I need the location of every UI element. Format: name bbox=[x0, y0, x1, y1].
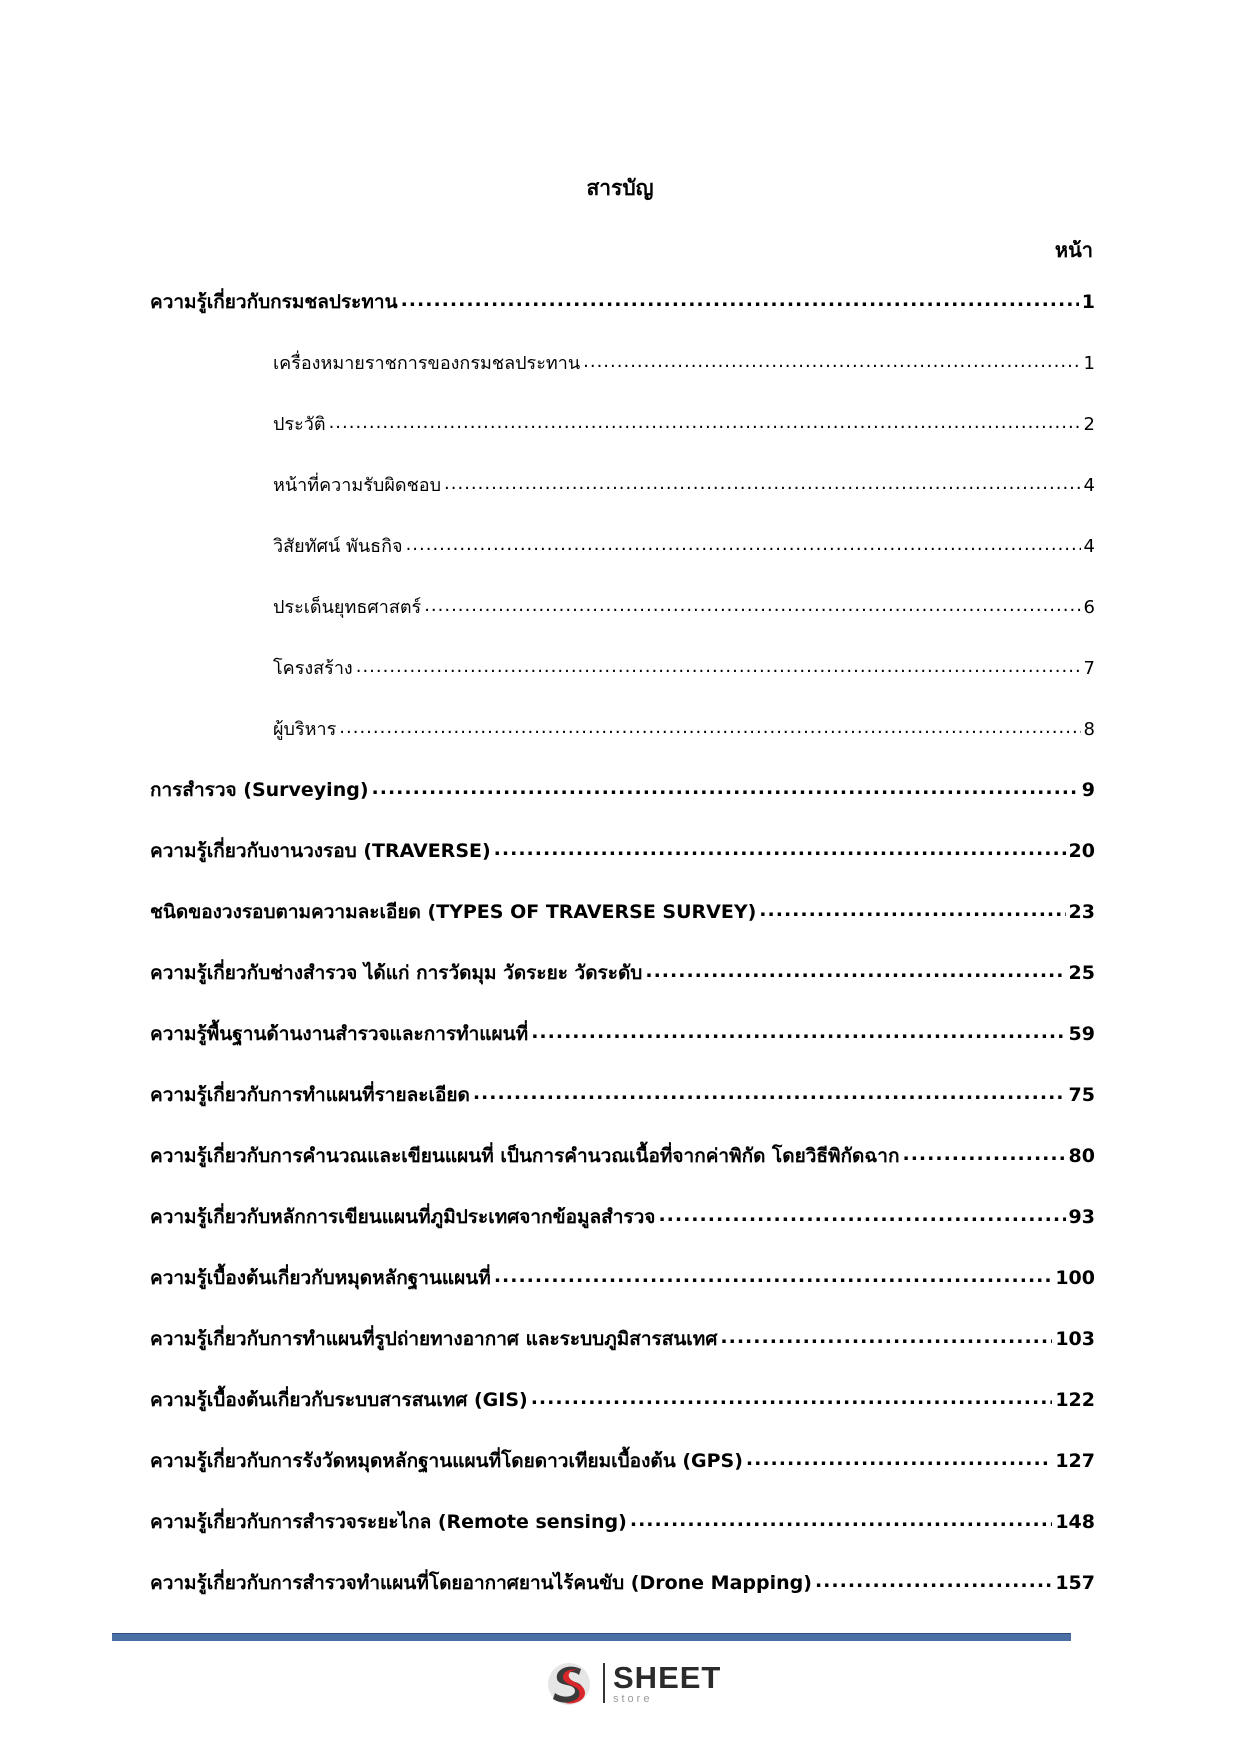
toc-entry-page: 122 bbox=[1055, 1389, 1095, 1411]
toc-entry[interactable] bbox=[150, 1080, 1095, 1141]
toc-entry-label: ความรู้เกี่ยวกับการทำแผนที่รายละเอียด bbox=[150, 1084, 470, 1106]
toc-entry-label: ความรู้เกี่ยวกับการทำแผนที่รูปถ่ายทางอากาศ และระบบภูมิสารสนเทศ bbox=[150, 1328, 718, 1350]
toc-entry-label: ผู้บริหาร bbox=[273, 719, 337, 740]
dot-leader bbox=[720, 1326, 1052, 1345]
toc-entry-page: 59 bbox=[1068, 1023, 1095, 1045]
toc-entry[interactable] bbox=[150, 1568, 1095, 1629]
dot-leader bbox=[372, 777, 1079, 796]
toc-entry-page: 8 bbox=[1083, 719, 1095, 740]
toc-entry-label: ประวัติ bbox=[273, 414, 326, 435]
toc-entry-page: 7 bbox=[1083, 658, 1095, 679]
toc-entry-label: ความรู้เกี่ยวกับงานวงรอบ (TRAVERSE) bbox=[150, 840, 491, 862]
dot-leader bbox=[645, 960, 1065, 979]
toc-entry-page: 9 bbox=[1081, 779, 1095, 801]
toc-entry-label: ประเด็นยุทธศาสตร์ bbox=[273, 597, 422, 618]
toc-subentry[interactable] bbox=[150, 653, 1095, 714]
dot-leader bbox=[746, 1448, 1052, 1467]
toc-subentry[interactable] bbox=[150, 409, 1095, 470]
dot-leader bbox=[630, 1509, 1052, 1528]
toc-entry[interactable] bbox=[150, 1507, 1095, 1568]
sheet-logo-icon bbox=[545, 1657, 597, 1709]
toc-entry-label: ความรู้เกี่ยวกับช่างสำรวจ ได้แก่ การวัดมุม วัดระยะ วัดระดับ bbox=[150, 962, 643, 984]
toc-entry-label: ความรู้เกี่ยวกับการสำรวจระยะไกล (Remote sensing) bbox=[150, 1511, 627, 1533]
toc-subentry[interactable] bbox=[150, 714, 1095, 775]
logo-separator bbox=[603, 1663, 605, 1703]
toc-entry-page: 93 bbox=[1068, 1206, 1095, 1228]
toc-entry-page: 4 bbox=[1083, 536, 1095, 557]
toc-entry[interactable] bbox=[150, 897, 1095, 958]
dot-leader bbox=[329, 412, 1081, 430]
toc-entry-label: โครงสร้าง bbox=[273, 658, 353, 679]
toc-entry-label: ความรู้เกี่ยวกับการสำรวจทำแผนที่โดยอากาศยานไร้คนขับ (Drone Mapping) bbox=[150, 1572, 812, 1594]
toc-entry-label: ความรู้เกี่ยวกับกรมชลประทาน bbox=[150, 291, 398, 313]
toc-entry-page: 148 bbox=[1055, 1511, 1095, 1533]
toc-entry[interactable] bbox=[150, 1141, 1095, 1202]
toc-subentry[interactable] bbox=[150, 531, 1095, 592]
toc-entry-label: ความรู้เบื้องต้นเกี่ยวกับระบบสารสนเทศ (GIS) bbox=[150, 1389, 528, 1411]
toc-entry[interactable] bbox=[150, 287, 1095, 348]
dot-leader bbox=[473, 1082, 1066, 1101]
toc-entry-page: 75 bbox=[1068, 1084, 1095, 1106]
toc-entry[interactable] bbox=[150, 836, 1095, 897]
sheet-store-logo bbox=[545, 1656, 721, 1710]
logo-word: SHEET bbox=[613, 1659, 722, 1695]
dot-leader bbox=[401, 289, 1079, 308]
toc-entry[interactable] bbox=[150, 1263, 1095, 1324]
toc-subentry[interactable] bbox=[150, 470, 1095, 531]
dot-leader bbox=[494, 838, 1066, 857]
toc-entry-page: 6 bbox=[1083, 597, 1095, 618]
logo-text bbox=[613, 1659, 722, 1705]
toc-entry[interactable] bbox=[150, 1019, 1095, 1080]
toc-entry-label: หน้าที่ความรับผิดชอบ bbox=[273, 475, 442, 496]
toc-entry[interactable] bbox=[150, 1324, 1095, 1385]
dot-leader bbox=[583, 351, 1080, 369]
toc-entry-page: 25 bbox=[1068, 962, 1095, 984]
toc-entry-page: 103 bbox=[1055, 1328, 1095, 1350]
page-column-label: หน้า bbox=[1054, 238, 1093, 262]
dot-leader bbox=[531, 1021, 1065, 1040]
toc-entry-page: 100 bbox=[1055, 1267, 1095, 1289]
toc-entry-label: วิสัยทัศน์ พันธกิจ bbox=[273, 536, 403, 557]
dot-leader bbox=[356, 656, 1081, 674]
table-of-contents bbox=[150, 287, 1095, 1629]
toc-entry-page: 1 bbox=[1083, 353, 1095, 374]
toc-entry[interactable] bbox=[150, 1385, 1095, 1446]
toc-entry-label: ความรู้เบื้องต้นเกี่ยวกับหมุดหลักฐานแผนที่ bbox=[150, 1267, 491, 1289]
toc-entry-page: 2 bbox=[1083, 414, 1095, 435]
toc-subentry[interactable] bbox=[150, 592, 1095, 653]
toc-entry-page: 4 bbox=[1083, 475, 1095, 496]
toc-entry-label: เครื่องหมายราชการของกรมชลประทาน bbox=[273, 353, 581, 374]
footer-rule bbox=[112, 1633, 1071, 1641]
dot-leader bbox=[424, 595, 1080, 613]
toc-entry-label: การสำรวจ (Surveying) bbox=[150, 779, 369, 801]
page-title: สารบัญ bbox=[586, 176, 654, 200]
toc-entry[interactable] bbox=[150, 1446, 1095, 1507]
toc-entry[interactable] bbox=[150, 1202, 1095, 1263]
toc-subentry[interactable] bbox=[150, 348, 1095, 409]
toc-entry-label: ความรู้พื้นฐานด้านงานสำรวจและการทำแผนที่ bbox=[150, 1023, 529, 1045]
toc-entry[interactable] bbox=[150, 775, 1095, 836]
dot-leader bbox=[902, 1143, 1065, 1162]
dot-leader bbox=[658, 1204, 1065, 1223]
toc-entry-label: ชนิดของวงรอบตามความละเอียด (TYPES OF TRAVERSE SURVEY) bbox=[150, 901, 757, 923]
toc-entry-label: ความรู้เกี่ยวกับการคำนวณและเขียนแผนที่ เป็นการคำนวณเนื้อที่จากค่าพิกัด โดยวิธีพิกัดฉาก bbox=[150, 1145, 900, 1167]
dot-leader bbox=[406, 534, 1081, 552]
toc-entry-label: ความรู้เกี่ยวกับการรังวัดหมุดหลักฐานแผนที่โดยดาวเทียมเบื้องต้น (GPS) bbox=[150, 1450, 743, 1472]
toc-entry-page: 20 bbox=[1068, 840, 1095, 862]
dot-leader bbox=[494, 1265, 1053, 1284]
dot-leader bbox=[531, 1387, 1053, 1406]
dot-leader bbox=[444, 473, 1081, 491]
logo-subtitle: store bbox=[613, 1692, 653, 1705]
toc-entry-page: 80 bbox=[1068, 1145, 1095, 1167]
toc-entry-page: 1 bbox=[1081, 291, 1095, 313]
dot-leader bbox=[759, 899, 1065, 918]
toc-entry-page: 157 bbox=[1055, 1572, 1095, 1594]
toc-entry-page: 127 bbox=[1055, 1450, 1095, 1472]
toc-entry-page: 23 bbox=[1068, 901, 1095, 923]
toc-entry-label: ความรู้เกี่ยวกับหลักการเขียนแผนที่ภูมิประเทศจากข้อมูลสำรวจ bbox=[150, 1206, 656, 1228]
dot-leader bbox=[339, 717, 1080, 735]
dot-leader bbox=[815, 1570, 1052, 1589]
toc-entry[interactable] bbox=[150, 958, 1095, 1019]
